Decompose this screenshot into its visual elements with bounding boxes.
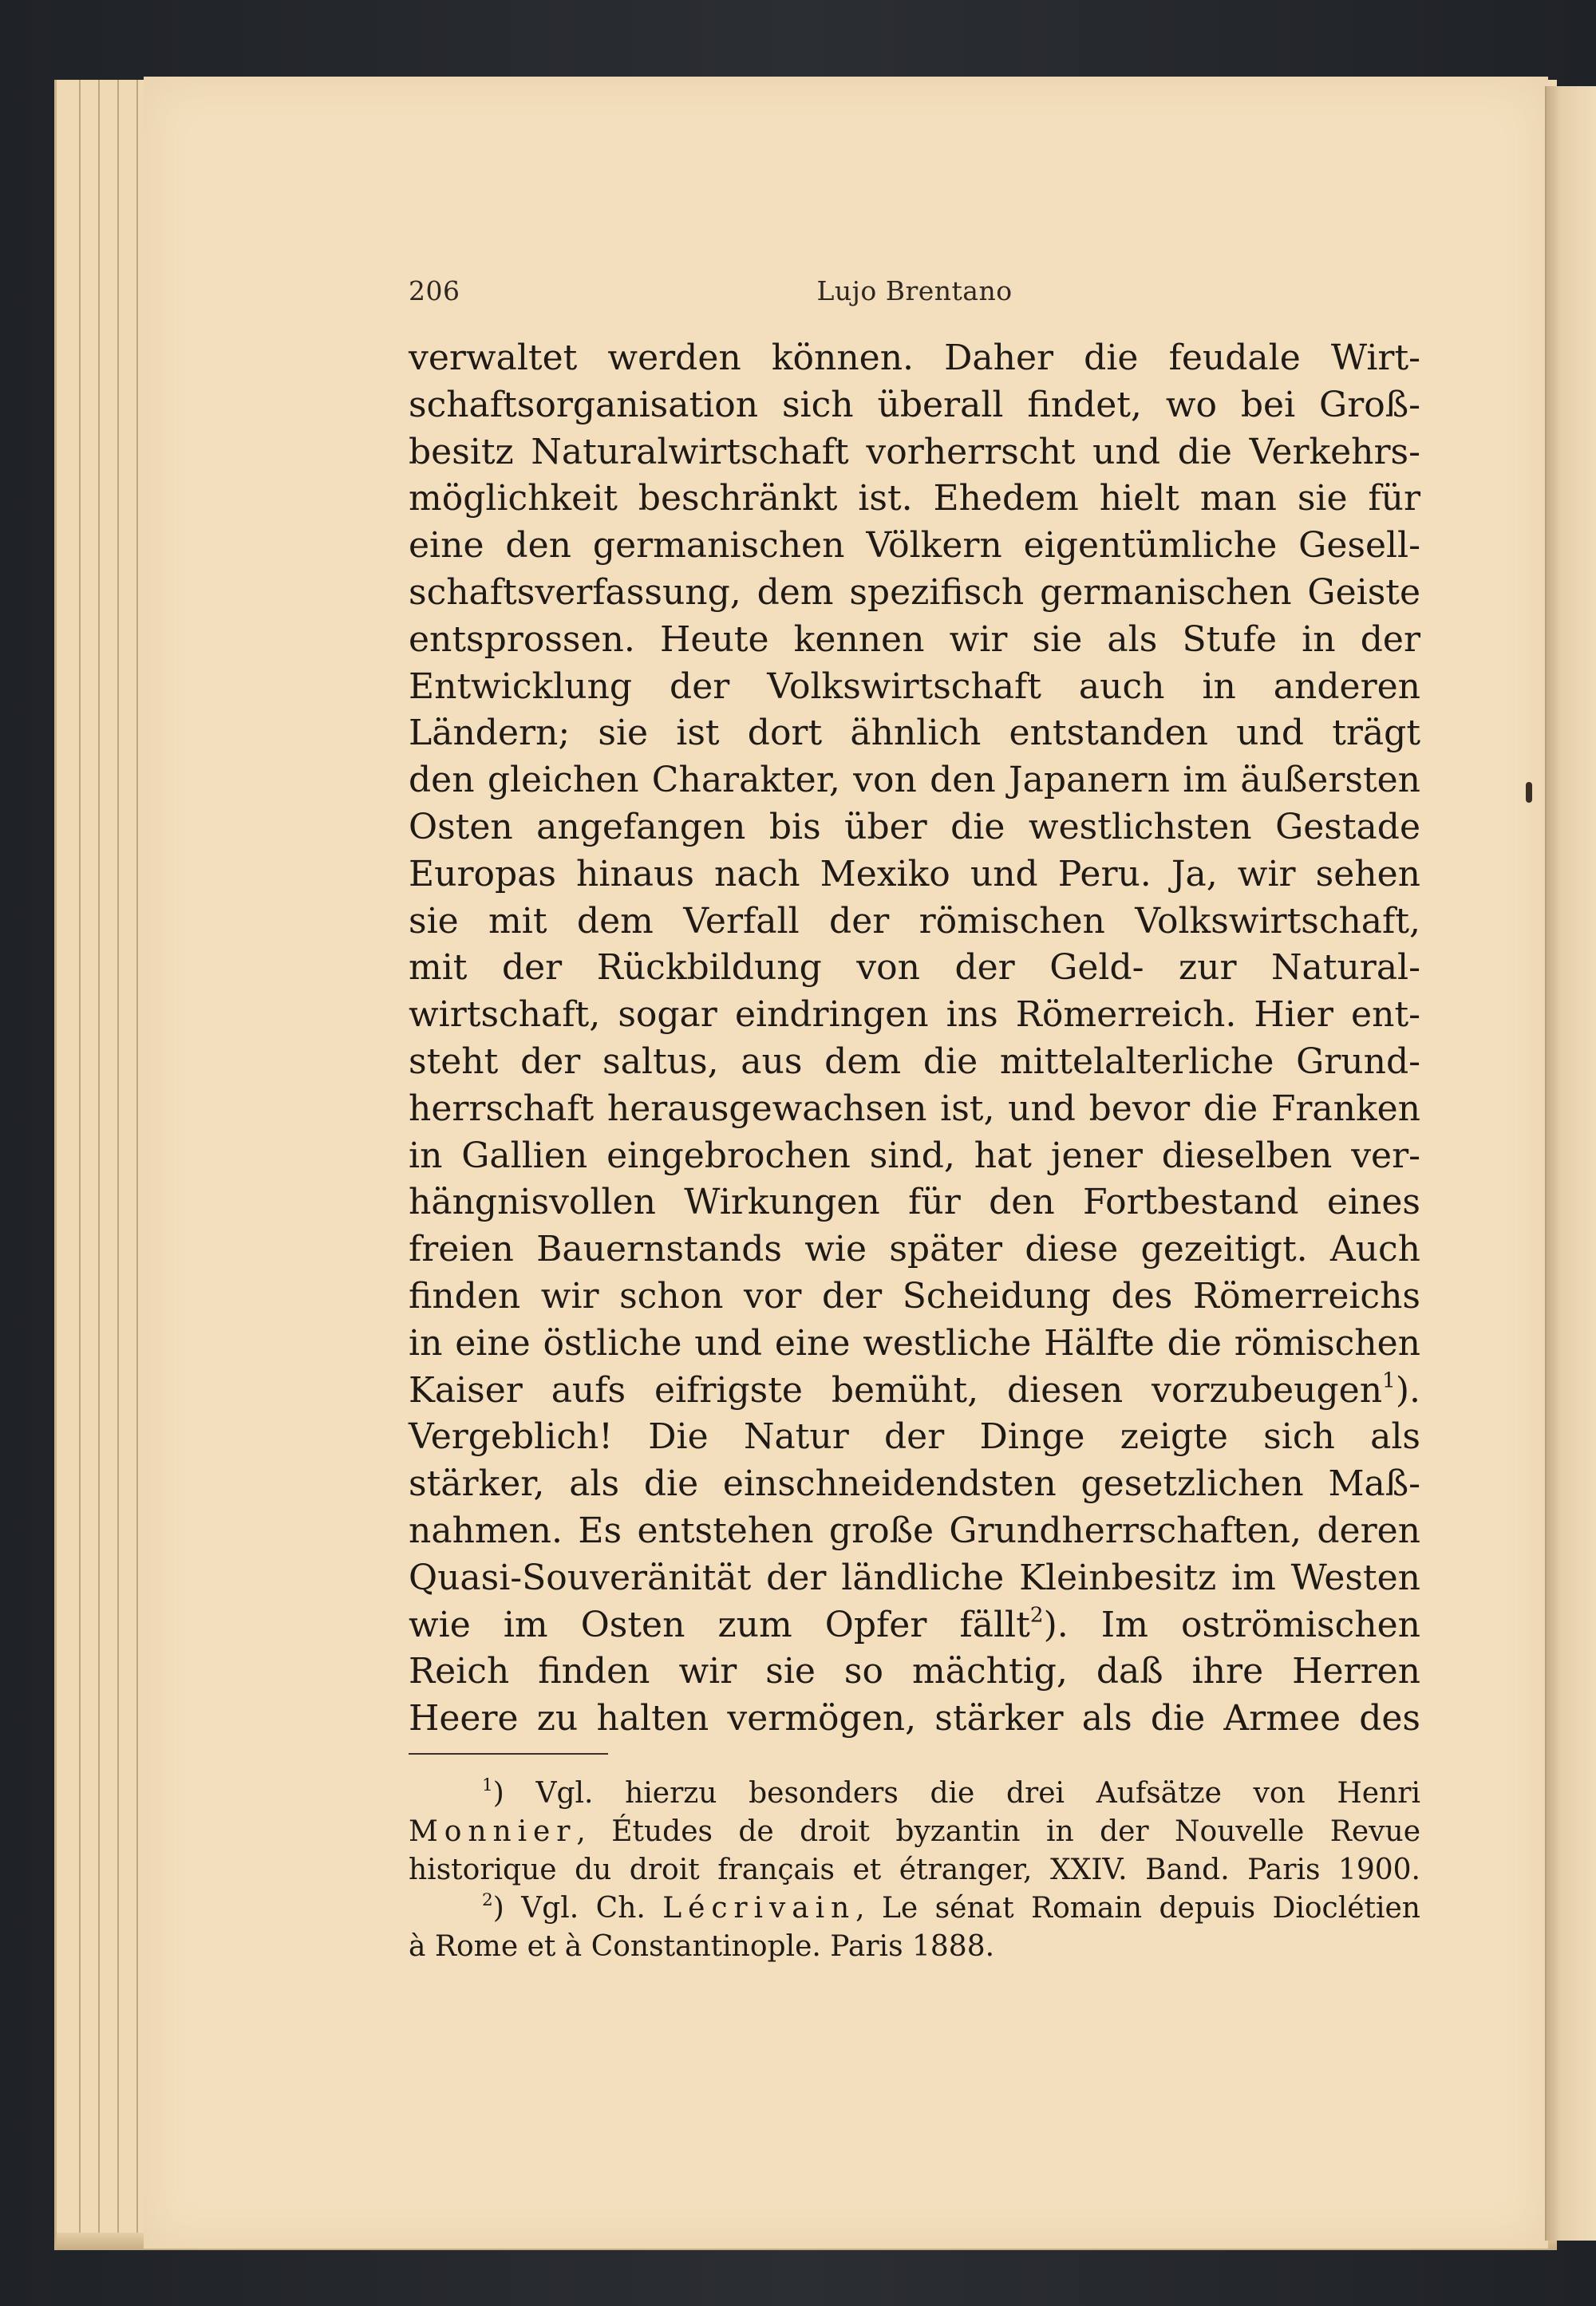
text-line: hängnisvollen Wirkungen für den Fortbestand eines [409, 1182, 1420, 1223]
page-edge-line [98, 80, 100, 2250]
text-line: freien Bauernstands wie später diese gezeitigt. Auch [409, 1229, 1420, 1270]
text-line: Quasi-Souveränität der ländliche Kleinbesitz im Westen [409, 1557, 1420, 1598]
footnote-author: Monnier [409, 1815, 577, 1848]
footnote-rule [409, 1753, 608, 1755]
footnote-line [409, 1813, 1420, 1851]
text-line: herrschaft herausgewachsen ist, und bevor die Franken [409, 1088, 1420, 1129]
page-edge-line [79, 80, 81, 2250]
footnote-2 [409, 1889, 1420, 1928]
page-number: 206 [409, 275, 460, 306]
body-text [409, 335, 1420, 1743]
footnote-marker: 1 [482, 1775, 493, 1795]
footnotes [409, 1775, 1420, 1966]
text-line: schaftsorganisation sich überall findet, wo bei Groß- [409, 384, 1420, 425]
text-line: in eine östliche und eine westliche Hälfte die römischen [409, 1322, 1420, 1364]
text-line: den gleichen Charakter, von den Japanern im äußersten [409, 760, 1420, 801]
footnote-text: , Le sénat Romain depuis Dioclétien [855, 1892, 1420, 1925]
footnote-text: ) Vgl. hierzu besonders die drei Aufsätze von Henri [492, 1777, 1420, 1810]
page-edge-line [136, 80, 138, 2250]
footnote-ref-1: 1 [1382, 1368, 1396, 1393]
text-line: mit der Rückbildung von der Geld- zur Natural- [409, 947, 1420, 989]
footnote-text: , Études de droit byzantin in der Nouvelle Revue [576, 1815, 1420, 1848]
text-line [409, 1602, 1420, 1649]
text-segment: Kaiser aufs eifrigste bemüht, diesen vorzubeugen [409, 1369, 1383, 1411]
running-header [409, 275, 1420, 307]
text-segment: wie im Osten zum Opfer fällt [409, 1604, 1030, 1645]
text-line: sie mit dem Verfall der römischen Volkswirtschaft, [409, 900, 1420, 942]
running-head-author: Lujo Brentano [816, 275, 1013, 306]
page-edge-line [117, 80, 119, 2250]
text-line: in Gallien eingebrochen sind, hat jener dieselben ver- [409, 1135, 1420, 1176]
text-line: nahmen. Es entstehen große Grundherrschaften, deren [409, 1510, 1420, 1551]
text-line: besitz Naturalwirtschaft vorherrscht und die Verkehrs- [409, 431, 1420, 472]
footnote-author: Lécrivain [662, 1892, 856, 1925]
text-line: möglichkeit beschränkt ist. Ehedem hielt man sie für [409, 478, 1420, 519]
text-line: schaftsverfassung, dem spezifisch germanischen Geiste [409, 571, 1420, 613]
text-line: Osten angefangen bis über die westlichsten Gestade [409, 806, 1420, 847]
page-mark [1526, 782, 1532, 803]
right-page-edge [1545, 86, 1596, 2241]
text-line: Europas hinaus nach Mexiko und Peru. Ja, wir sehen [409, 853, 1420, 894]
footnote-line: à Rome et à Constantinople. Paris 1888. [409, 1930, 995, 1963]
footnote-ref-2: 2 [1029, 1602, 1044, 1628]
footnote-text: ) Vgl. Ch. [492, 1892, 663, 1925]
footnote-marker: 2 [482, 1889, 493, 1910]
text-line: Vergeblich! Die Natur der Dinge zeigte sich als [409, 1416, 1420, 1458]
text-line: finden wir schon vor der Scheidung des Römerreichs [409, 1275, 1420, 1317]
text-line: eine den germanischen Völkern eigentümliche Gesell- [409, 525, 1420, 567]
text-line: Reich finden wir sie so mächtig, daß ihre Herren [409, 1651, 1420, 1692]
text-line: verwaltet werden können. Daher die feudale Wirt- [409, 338, 1420, 378]
text-line: Entwicklung der Volkswirtschaft auch in anderen [409, 665, 1420, 707]
text-segment: ). [1395, 1369, 1420, 1411]
text-line: entsprossen. Heute kennen wir sie als Stufe in der [409, 618, 1420, 660]
footnote-line: historique du droit français et étranger, XXIV. Band. Paris 1900. [409, 1854, 1420, 1886]
text-segment: ). Im oströmischen [1043, 1604, 1420, 1645]
text-line: steht der saltus, aus dem die mittelalterliche Grund- [409, 1040, 1420, 1082]
text-line: wirtschaft, sogar eindringen ins Römerreich. Hier ent- [409, 994, 1420, 1036]
footnote-1 [409, 1775, 1420, 1813]
text-line: stärker, als die einschneidendsten gesetzlichen Maß- [409, 1463, 1420, 1505]
text-line [409, 1368, 1420, 1415]
text-line: Ländern; sie ist dort ähnlich entstanden und trägt [409, 713, 1420, 754]
text-line: Heere zu halten vermögen, stärker als die Armee des [409, 1698, 1420, 1739]
